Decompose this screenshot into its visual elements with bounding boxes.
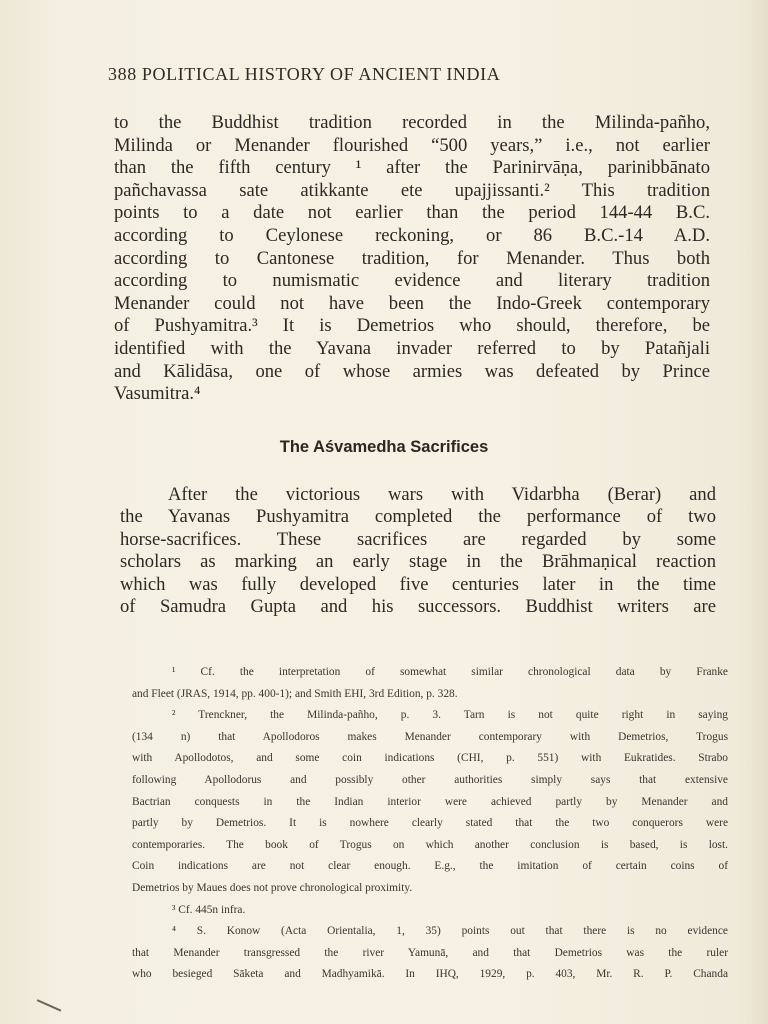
footnote-line: ⁴ S. Konow (Acta Orientalia, 1, 35) points out that there is no evidence (172, 925, 728, 938)
text-line: according to Cantonese tradition, for Menander. Thus both (114, 247, 710, 269)
footnote-line: partly by Demetrios. It is nowhere clearly stated that the two conquerors were (132, 817, 728, 830)
text-line: than the fifth century ¹ after the Parinirvāṇa, parinibbānato (114, 157, 710, 179)
page-corner-mark (33, 999, 62, 1021)
text-line: After the victorious wars with Vidarbha (Berar) and (168, 484, 716, 505)
footnote-line: who besieged Sāketa and Madhyamikā. In IHQ, 1929, p. 403, Mr. R. P. Chanda (132, 968, 728, 981)
text-line: Vasumitra.⁴ (114, 383, 201, 405)
text-line: horse-sacrifices. These sacrifices are regarded by some (120, 528, 716, 550)
text-line: of Samudra Gupta and his successors. Buddhist writers are (120, 596, 716, 618)
text-line: according to numismatic evidence and literary tradition (114, 270, 710, 292)
footnote-line: with Apollodotos, and some coin indications (CHI, p. 551) with Eukratides. Strabo (132, 752, 728, 765)
footnote-line: contemporaries. The book of Trogus on which another conclusion is based, is lost. (132, 838, 728, 851)
text-line: scholars as marking an early stage in the Brāhmaṇical reaction (120, 551, 716, 573)
section-heading: The Aśvamedha Sacrifices (279, 438, 489, 456)
page-edge-shadow (740, 0, 768, 1024)
footnote-line: (134 n) that Apollodoros makes Menander contemporary with Demetrios, Trogus (132, 730, 728, 743)
text-line: according to Ceylonese reckoning, or 86 B.C.-14 A.D. (114, 224, 710, 246)
text-line: Menander could not have been the Indo-Greek contemporary (114, 292, 710, 314)
footnote-line: Bactrian conquests in the Indian interior were achieved partly by Menander and (132, 795, 728, 808)
text-line: points to a date not earlier than the period 144-44 B.C. (114, 202, 710, 224)
footnotes (132, 662, 728, 986)
paragraph-1 (114, 112, 710, 406)
footnote-line: that Menander transgressed the river Yamunā, and that Demetrios was the ruler (132, 946, 728, 959)
footnote-line: ¹ Cf. the interpretation of somewhat similar chronological data by Franke (172, 666, 728, 678)
running-head: 388 POLITICAL HISTORY OF ANCIENT INDIA (108, 64, 501, 84)
footnote-line: Coin indications are not clear enough. E.g., the imitation of certain coins of (132, 860, 728, 873)
text-line: the Yavanas Pushyamitra completed the performance of two (120, 506, 716, 528)
paragraph-2 (120, 484, 716, 618)
footnote-line: Demetrios by Maues does not prove chronological proximity. (132, 881, 413, 894)
footnote-line: and Fleet (JRAS, 1914, pp. 400-1); and Smith EHI, 3rd Edition, p. 328. (132, 687, 458, 700)
text-line: and Kālidāsa, one of whose armies was defeated by Prince (114, 360, 710, 382)
footnote-line: ² Trenckner, the Milinda-pañho, p. 3. Tarn is not quite right in saying (172, 709, 728, 722)
text-line: which was fully developed five centuries later in the time (120, 573, 716, 595)
text-line: to the Buddhist tradition recorded in the Milinda-pañho, (114, 112, 710, 133)
footnote-line: following Apollodorus and possibly other authorities simply says that extensive (132, 773, 728, 786)
text-line: of Pushyamitra.³ It is Demetrios who should, therefore, be (114, 315, 710, 337)
text-line: identified with the Yavana invader referred to by Patañjali (114, 337, 710, 359)
text-line: Milinda or Menander flourished “500 years,” i.e., not earlier (114, 134, 710, 156)
text-line: pañchavassa sate atikkante ete upajjissanti.² This tradition (114, 179, 710, 201)
footnote-line: ³ Cf. 445n infra. (172, 903, 246, 916)
